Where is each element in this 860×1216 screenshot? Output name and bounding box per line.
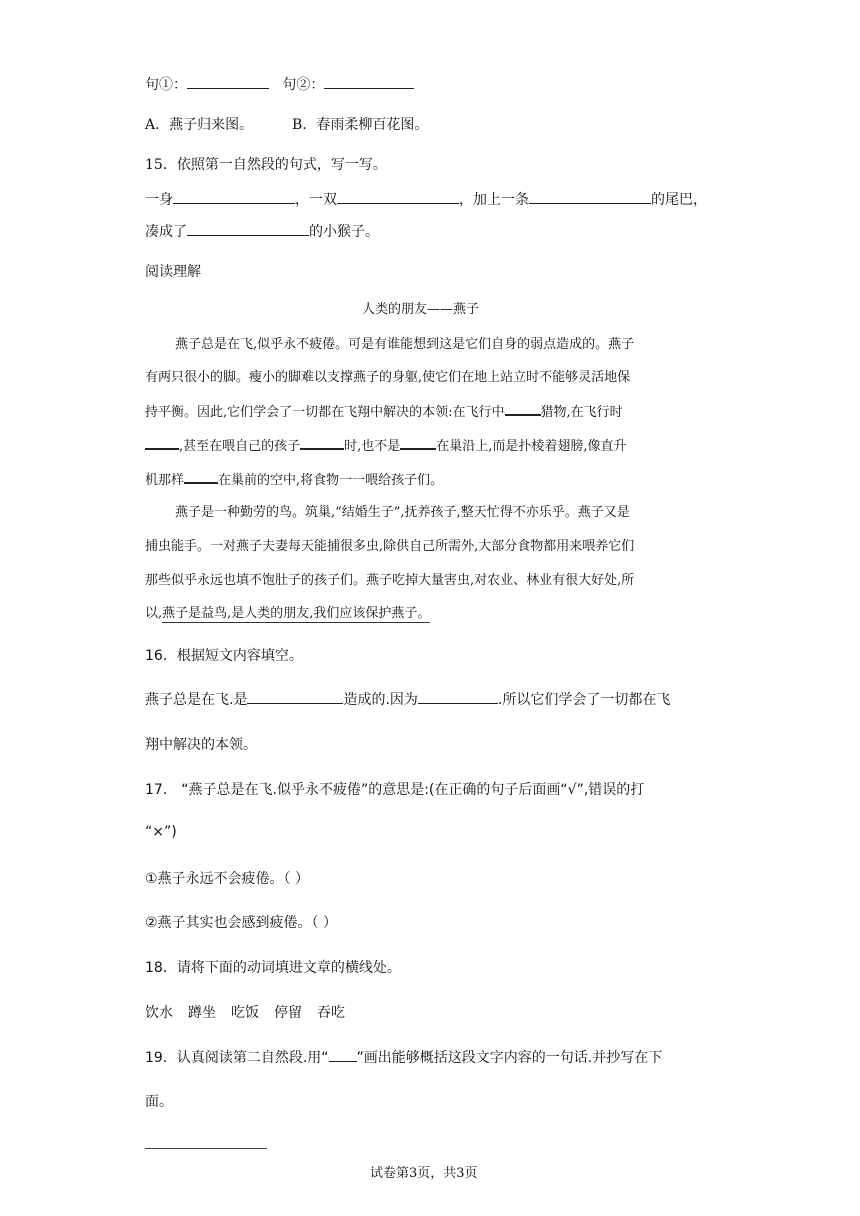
q15-blank-3[interactable] bbox=[529, 189, 651, 204]
passage-p1-line-4 bbox=[145, 434, 627, 454]
sentence-2-label: 句②： bbox=[282, 77, 325, 93]
word-bank-item: 蹲坐 bbox=[188, 1005, 216, 1021]
passage-p2-line-4 bbox=[145, 602, 430, 621]
option-a: A．燕子归来图。 bbox=[145, 117, 254, 133]
passage-p2-line-3: 那些似乎永远也填不饱肚子的孩子们。燕子吃掉大量害虫,对农业、林业有很大好处,所 bbox=[145, 573, 635, 588]
q16-line-2: 翔中解决的本领。 bbox=[145, 737, 257, 753]
passage-p2-line-2: 捕虫能手。一对燕子夫妻每天能捕很多虫,除供自己所需外,大部分食物都用来喂养它们 bbox=[145, 539, 635, 554]
passage-p1-line-3 bbox=[145, 400, 623, 420]
passage-text: 在巢沿上,而是扑棱着翅膀,像直升 bbox=[436, 439, 627, 454]
passage-text: 机那样 bbox=[145, 473, 185, 488]
q16-prompt: 16．根据短文内容填空。 bbox=[145, 648, 303, 664]
passage-title: 人类的朋友——燕子 bbox=[362, 302, 480, 317]
q15-text: 的小猴子。 bbox=[309, 224, 379, 240]
passage-text: 以, bbox=[145, 606, 163, 621]
q16-blank-1[interactable] bbox=[247, 689, 343, 704]
passage-text: 在巢前的空中,将食物一一喂给孩子们。 bbox=[218, 473, 444, 488]
word-bank-item: 停留 bbox=[274, 1005, 302, 1021]
passage-blank-1[interactable] bbox=[505, 400, 541, 416]
q15-line-2 bbox=[145, 221, 379, 241]
q15-blank-2[interactable] bbox=[337, 189, 459, 204]
q16-text: .所以它们学会了一切都在飞 bbox=[497, 692, 671, 708]
passage-blank-3[interactable] bbox=[300, 434, 344, 450]
passage-p1-line-2: 有两只很小的脚。瘦小的脚难以支撑燕子的身躯,使它们在地上站立时不能够灵活地保 bbox=[145, 370, 631, 385]
passage-text: ,甚至在喂自己的孩子 bbox=[179, 439, 301, 454]
q15-line-1 bbox=[145, 189, 707, 209]
q16-line-1 bbox=[145, 689, 670, 709]
q16-text: 燕子总是在飞.是 bbox=[145, 692, 248, 708]
word-bank-item: 饮水 bbox=[145, 1005, 173, 1021]
passage-blank-5[interactable] bbox=[184, 468, 218, 484]
sentence-1-blank[interactable] bbox=[187, 74, 269, 89]
q19-line-2: 面。 bbox=[145, 1094, 173, 1110]
word-bank-item: 吃饭 bbox=[231, 1005, 259, 1021]
q15-text: 的尾巴， bbox=[651, 192, 707, 208]
sentence-2-blank[interactable] bbox=[324, 74, 414, 89]
sentence-1-label: 句①： bbox=[145, 77, 187, 93]
q15-text: ，一双 bbox=[295, 192, 337, 208]
q17-line-2: “×”) bbox=[145, 824, 177, 840]
passage-blank-2[interactable] bbox=[145, 434, 179, 450]
q15-prompt: 15．依照第一自然段的句式，写一写。 bbox=[145, 157, 387, 173]
q14-options bbox=[145, 114, 428, 134]
footer-rule bbox=[145, 1148, 267, 1149]
q19-text: 19．认真阅读第二自然段.用“ bbox=[145, 1050, 329, 1066]
q19-line-1 bbox=[145, 1047, 662, 1067]
passage-text: 持平衡。因此,它们学会了一切都在飞翔中解决的本领:在飞行中 bbox=[145, 405, 505, 420]
q15-text: 一身 bbox=[145, 192, 173, 208]
q17-option-2[interactable]: ②燕子其实也会感到疲倦。（ ） bbox=[145, 915, 338, 931]
passage-text: 猎物,在飞行时 bbox=[540, 405, 623, 420]
page-number: 试卷第3页，共3页 bbox=[370, 1166, 478, 1181]
q14-answer-line bbox=[145, 74, 414, 94]
q15-blank-1[interactable] bbox=[173, 189, 295, 204]
q17-line-1: 17． “燕子总是在飞.似乎永不疲倦”的意思是:(在正确的句子后面画“√”,错误的打 bbox=[145, 782, 645, 798]
q19-text: ”画出能够概括这段文字内容的一句话.并抄写在下 bbox=[356, 1050, 663, 1066]
section-title: 阅读理解 bbox=[145, 264, 201, 280]
passage-text: 时,也不是 bbox=[344, 439, 401, 454]
passage-p1-line-1: 燕子总是在飞,似乎永不疲倦。可是有谁能想到这是它们自身的弱点造成的。燕子 bbox=[175, 337, 635, 352]
word-bank-item: 吞吃 bbox=[317, 1005, 345, 1021]
passage-p2-line-1: 燕子是一种勤劳的鸟。筑巢,“结婚生子”,抚养孩子,整天忙得不亦乐乎。燕子又是 bbox=[175, 505, 630, 520]
q18-word-bank bbox=[145, 1002, 345, 1022]
q17-option-1[interactable]: ①燕子永远不会疲倦。（ ） bbox=[145, 871, 310, 887]
q18-prompt: 18．请将下面的动词填进文章的横线处。 bbox=[145, 960, 401, 976]
q15-text: ，加上一条 bbox=[459, 192, 529, 208]
passage-p1-line-5 bbox=[145, 468, 443, 488]
option-b: B．春雨柔柳百花图。 bbox=[292, 117, 429, 133]
q19-underline-sample bbox=[329, 1047, 357, 1062]
q16-text: 造成的.因为 bbox=[343, 692, 418, 708]
q15-blank-4[interactable] bbox=[187, 221, 309, 236]
passage-blank-4[interactable] bbox=[400, 434, 436, 450]
q15-text: 凑成了 bbox=[145, 224, 187, 240]
underlined-summary-sentence: 燕子是益鸟,是人类的朋友,我们应该保护燕子。 bbox=[162, 606, 431, 621]
q16-blank-2[interactable] bbox=[418, 689, 498, 704]
